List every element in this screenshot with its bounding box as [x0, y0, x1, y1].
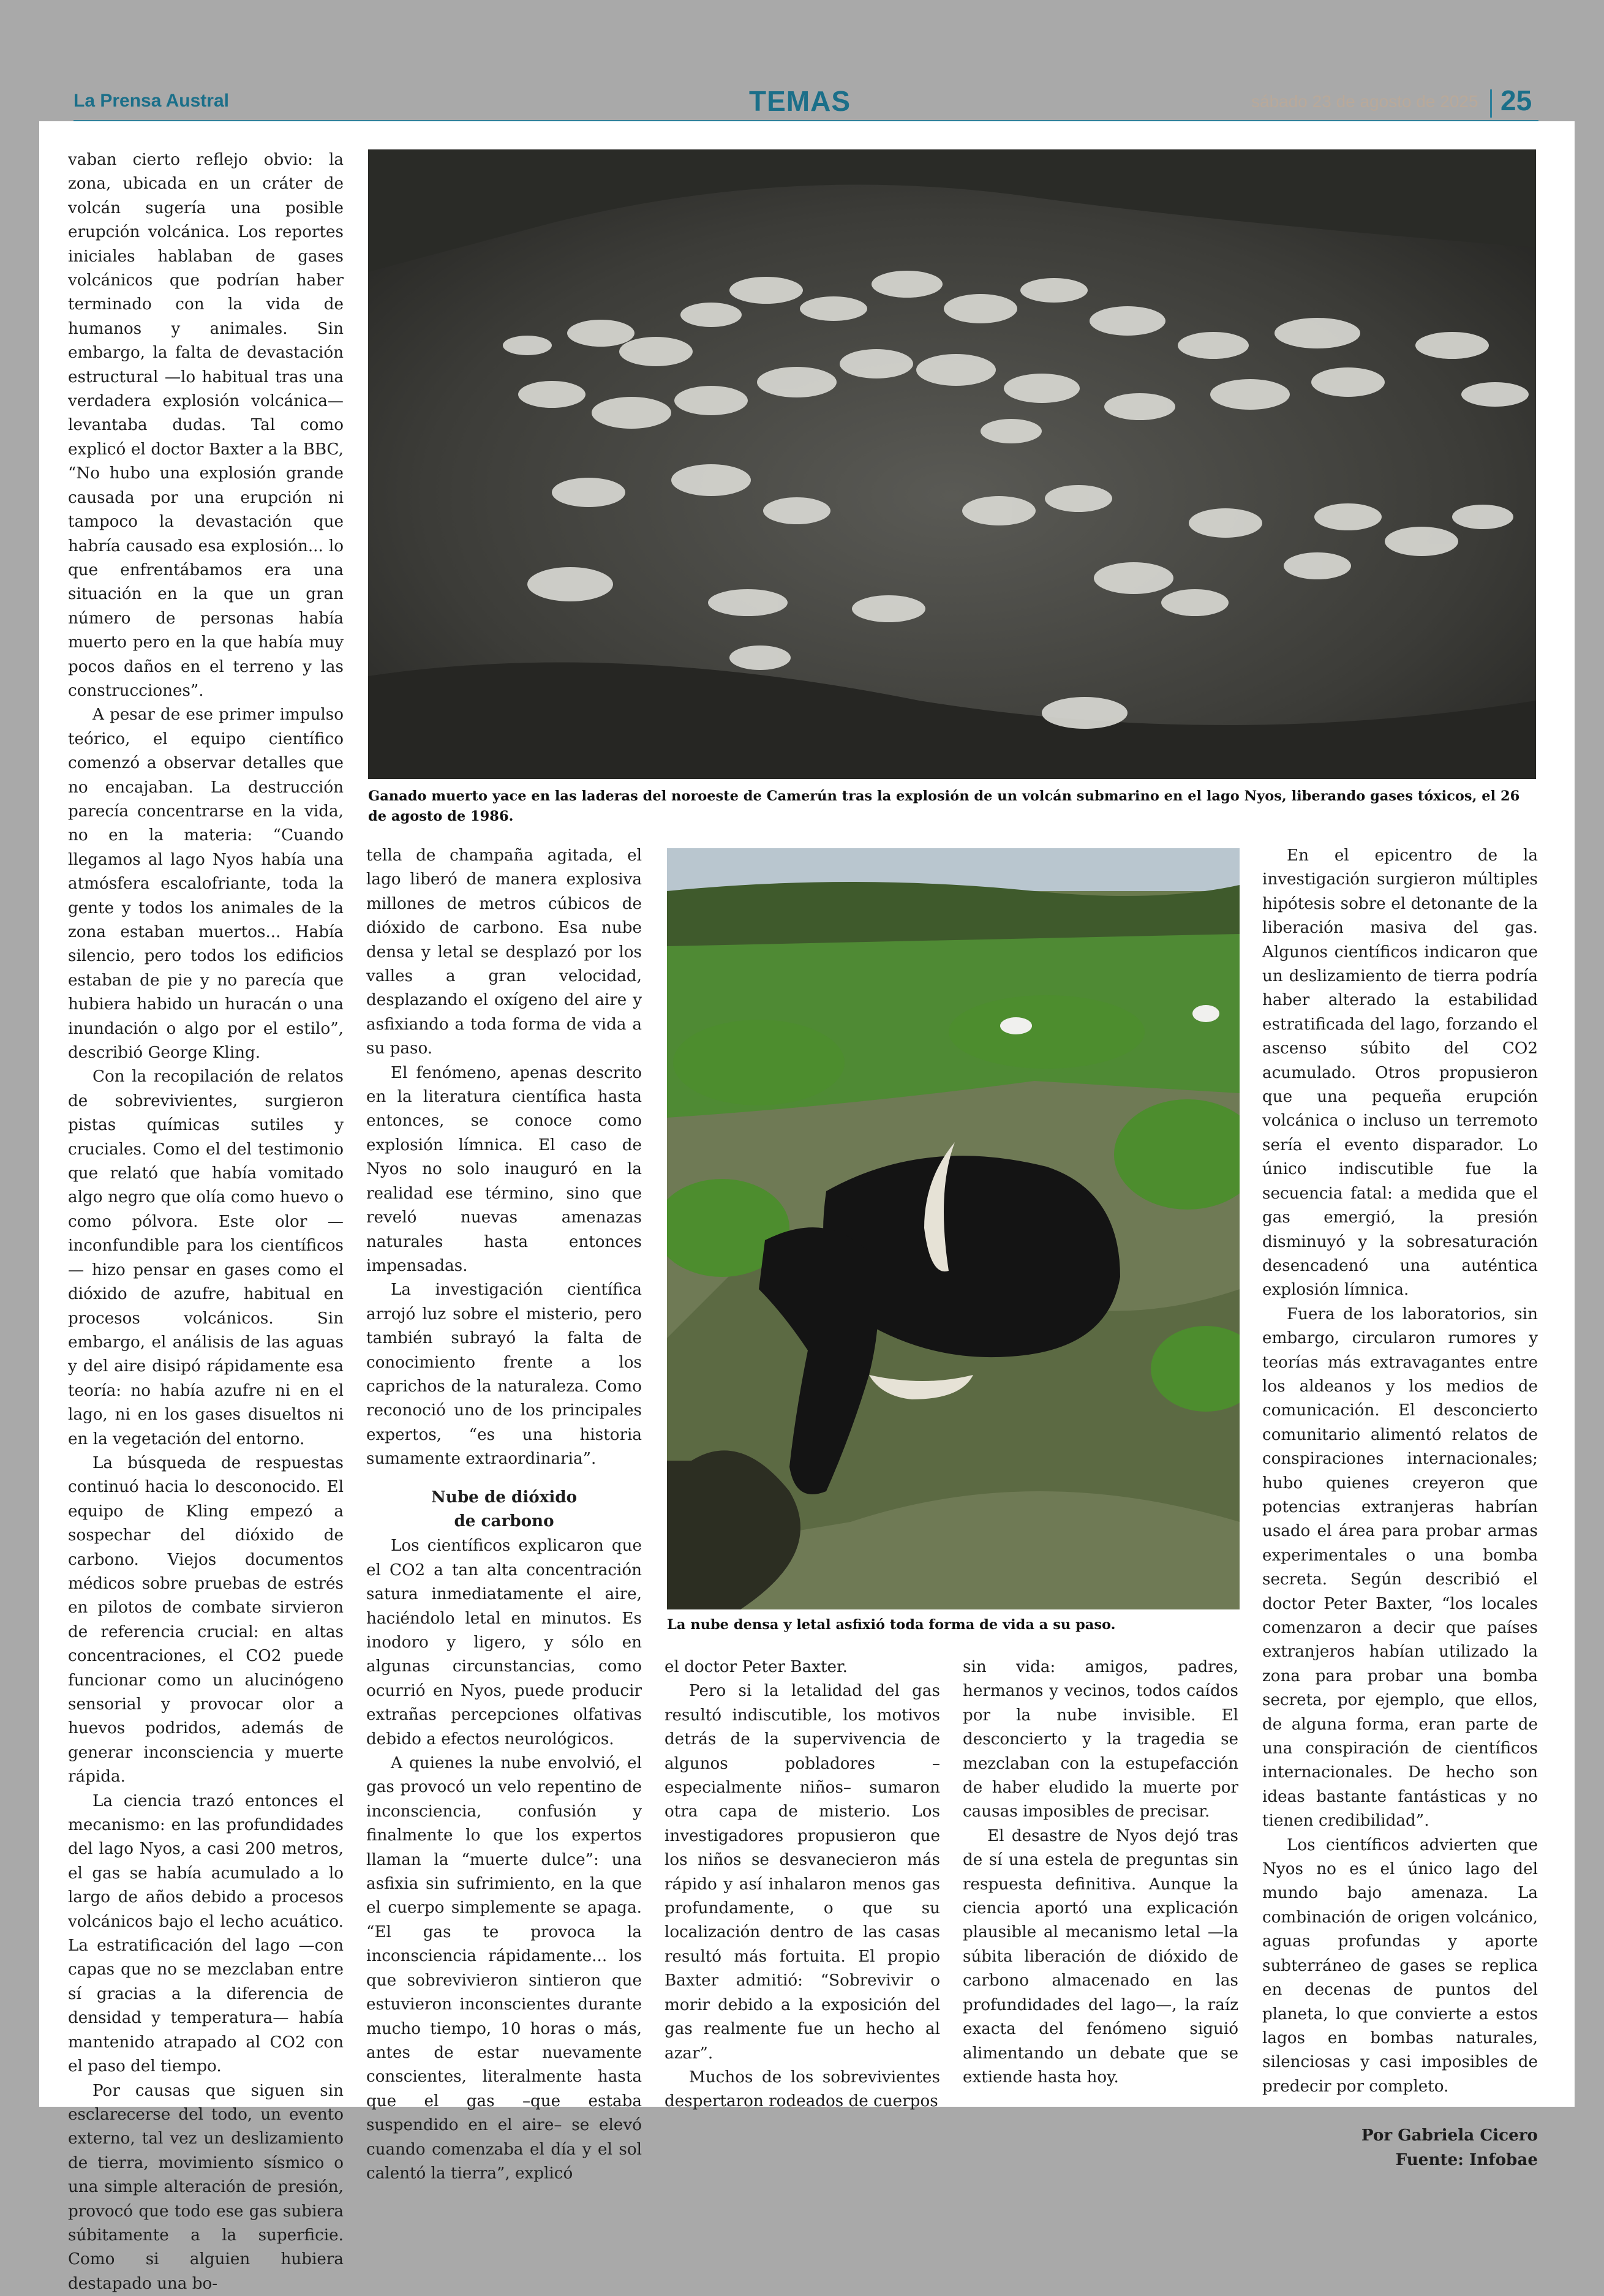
col5-paragraph: Los científicos advierten que Nyos no es el único lago del mundo bajo amenaza. La combinación de origen volcánico, aguas profundas y aporte subterráneo de gases se replica en decenas de puntos del planeta, lo que convierte a estos lagos en bombas naturales, silenciosas y casi imposibles de predecir por completo.: [1262, 1834, 1538, 2099]
col2-paragraph: A quienes la nube envolvió, el gas provocó un velo repentino de inconsciencia, confusión y finalmente lo que los expertos llaman la “muerte dulce”: una asfixia sin sufrimiento, en la que el cuerpo simplemente se apaga. “El gas te provoca la inconsciencia rápidamente... los que sobrevivieron sintieron que estuvieron inconscientes durante mucho tiempo, 10 horas o más, antes de estar nuevamente conscientes, literalmente hasta que el gas –que estaba suspendido en el aire– se elevó cuando comenzaba el día y el sol calentó la tierra”, explicó: [366, 1752, 642, 2186]
col4-paragraph: sin vida: amigos, padres, hermanos y vecinos, todos caídos por la nube invisible. El desconcierto y la tragedia se mezclaban con la estupefacción de haber eludido la muerte por causas imposibles de precisar.: [963, 1655, 1238, 1824]
byline-source: Fuente: Infobae: [1396, 2150, 1538, 2169]
subheading: [366, 1485, 642, 1534]
article-column-3: [665, 1655, 940, 2114]
article-column-5: [1262, 844, 1538, 2172]
article-column-1: [68, 148, 344, 2296]
middle-photo-caption: La nube densa y letal asfixió toda forma de vida a su paso.: [667, 1615, 1240, 1635]
col5-paragraph: Fuera de los laboratorios, sin embargo, circularon rumores y teorías más extravagantes entre los aldeanos y los medios de comunicación. El desconcierto comunitario alimentó relatos de conspiraciones internacionales; hubo quienes creyeron que potencias extranjeras habrían usado el área para probar armas experimentales o una bomba secreta. Según describió el doctor Peter Baxter, “los locales comenzaron a decir que países extranjeros habían utilizado la zona para probar una bomba secreta, por ejemplo, que ellos, de alguna forma, eran parte de una conspiración de científicos internacionales. De hecho son ideas bastante fantásticas y no tienen credibilidad”.: [1262, 1303, 1538, 1834]
col1-paragraph: La ciencia trazó entonces el mecanismo: en las profundidades del lago Nyos, a casi 200 metros, el gas se había acumulado a lo largo de años debido a procesos volcánicos bajo el lecho acuático. La estratificación del lago —con capas que no se mezclaban entre sí gracias a la diferencia de densidad y temperatura— había mantenido atrapado al CO2 con el paso del tiempo.: [68, 1790, 344, 2079]
article-column-4: [963, 1655, 1238, 2090]
col1-paragraph: Por causas que siguen sin esclarecerse del todo, un evento externo, tal vez un deslizamiento de tierra, movimiento sísmico o una simple alteración de presión, provocó que todo ese gas subiera súbitamente a la superficie. Como si alguien hubiera destapado una bo-: [68, 2079, 344, 2296]
col1-paragraph: vaban cierto reflejo obvio: la zona, ubicada en un cráter de volcán sugería una posible erupción volcánica. Los reportes iniciales hablaban de gases volcánicos que podrían haber terminado con la vida de humanos y animales. Sin embargo, la falta de devastación estructural —lo habitual tras una verdadera explosión volcánica— levantaba dudas. Tal como explicó el doctor Baxter a la BBC, “No hubo una explosión grande causada por una erupción ni tampoco la devastación que habría causado esa explosión... lo que enfrentábamos era una situación en la que un gran número de personas había muerto pero en la que había muy pocos daños en el terreno y las construcciones”.: [68, 148, 344, 703]
col2-paragraph: El fenómeno, apenas descrito en la literatura científica hasta entonces, se conoce como explosión límnica. El caso de Nyos no solo inauguró en la realidad ese término, sino que reveló nuevas amenazas naturales hasta entonces impensadas.: [366, 1061, 642, 1279]
col3-paragraph: Pero si la letalidad del gas resultó indiscutible, los motivos detrás de la supervivencia de algunos pobladores –especialmente niños– sumaron otra capa de misterio. Los investigadores propusieron que los niños se desvanecieron más rápido y así inhalaron menos gas profundamente, o que su localización dentro de las casas resultó más fortuita. El propio Baxter admitió: “Sobrevivir o morir debido a la exposición del gas realmente fue un hecho al azar”.: [665, 1679, 940, 2066]
issue-date: sábado 23 de agosto de 2025: [1251, 92, 1478, 111]
photo-dead-bull: [667, 848, 1240, 1609]
photo-dead-cattle-hillside: [368, 149, 1536, 779]
col4-paragraph: El desastre de Nyos dejó tras de sí una estela de preguntas sin respuesta definitiva. Aunque la ciencia aportó una explicación plausible al mecanismo letal —la súbita liberación de dióxido de carbono almacenado en las profundidades del lago—, la raíz exacta del fenómeno siguió alimentando un debate que se extiende hasta hoy.: [963, 1824, 1238, 2090]
col2-paragraph: La investigación científica arrojó luz sobre el misterio, pero también subrayó la falta de conocimiento frente a los caprichos de la naturaleza. Como reconoció uno de los principales expertos, “es una historia sumamente extraordinaria”.: [366, 1278, 642, 1471]
col2-paragraph: tella de champaña agitada, el lago liberó de manera explosiva millones de metros cúbicos de dióxido de carbono. Esa nube densa y letal se desplazó por los valles a gran velocidad, desplazando el oxígeno del aire y asfixiando a toda forma de vida a su paso.: [366, 844, 642, 1061]
top-photo-caption: Ganado muerto yace en las laderas del noroeste de Camerún tras la explosión de un volcán submarino en el lago Nyos, liberando gases tóxicos, el 26 de agosto de 1986.: [368, 786, 1536, 827]
col3-paragraph: Muchos de los sobrevivientes despertaron rodeados de cuerpos: [665, 2066, 940, 2114]
publication-name: La Prensa Austral: [73, 91, 229, 111]
header-divider: [1490, 89, 1492, 118]
page-number: 25: [1500, 84, 1532, 117]
byline-author: Por Gabriela Cicero: [1361, 2126, 1538, 2145]
col1-paragraph: Con la recopilación de relatos de sobrevivientes, surgieron pistas químicas sutiles y cruciales. Como el del testimonio que relató que había vomitado algo negro que olía como huevo o como pólvora. Este olor —inconfundible para los científicos— hizo pensar en gases como el dióxido de azufre, habitual en procesos volcánicos. Sin embargo, el análisis de las aguas y del aire disipó rápidamente esa teoría: no había azufre ni en el lago, ni en los gases disueltos ni en la vegetación del entorno.: [68, 1065, 344, 1451]
dead-bull-illustration: [667, 848, 1240, 1609]
subheading-line-1: Nube de dióxido: [431, 1488, 577, 1507]
col3-paragraph: el doctor Peter Baxter.: [665, 1655, 940, 1679]
dead-cattle-illustration: [368, 149, 1536, 779]
byline: [1262, 2123, 1538, 2172]
col1-paragraph: La búsqueda de respuestas continuó hacia lo desconocido. El equipo de Kling empezó a sospechar del dióxido de carbono. Viejos documentos médicos sobre pruebas de estrés en pilotos de combate sirvieron de referencia crucial: en altas concentraciones, el CO2 puede funcionar como un alucinógeno sensorial y provocar olor a huevos podridos, además de generar inconsciencia y muerte rápida.: [68, 1451, 344, 1790]
col5-paragraph: En el epicentro de la investigación surgieron múltiples hipótesis sobre el detonante de la liberación masiva del gas. Algunos científicos indicaron que un deslizamiento de tierra podría haber alterado la estabilidad estratificada del lago, forzando el ascenso súbito del CO2 acumulado. Otros propusieron que una pequeña erupción volcánica o incluso un terremoto sería el evento disparador. Lo único indiscutible fue la secuencia fatal: a medida que el gas emergió, la presión disminuyó y la sobresaturación desencadenó una auténtica explosión límnica.: [1262, 844, 1538, 1303]
article-column-2: [366, 844, 642, 2186]
col2-paragraph: Los científicos explicaron que el CO2 a tan alta concentración satura inmediatamente el aire, haciéndolo letal en minutos. Es inodoro y ligero, y sólo en algunas circunstancias, como ocurrió en Nyos, puede producir extrañas percepciones olfativas debido a efectos neurológicos.: [366, 1534, 642, 1752]
page-header: [0, 0, 1604, 121]
section-title: TEMAS: [749, 85, 851, 118]
subheading-line-2: de carbono: [454, 1511, 554, 1530]
col1-paragraph: A pesar de ese primer impulso teórico, el equipo científico comenzó a observar detalles que no encajaban. La destrucción parecía concentrarse en la vida, no en la materia: “Cuando llegamos al lago Nyos había una atmósfera escalofriante, toda la gente y todos los animales de la zona estaban muertos... Había silencio, pero todos los edificios estaban de pie y no parecía que hubiera habido un huracán o una inundación o algo por el estilo”, describió George Kling.: [68, 703, 344, 1065]
